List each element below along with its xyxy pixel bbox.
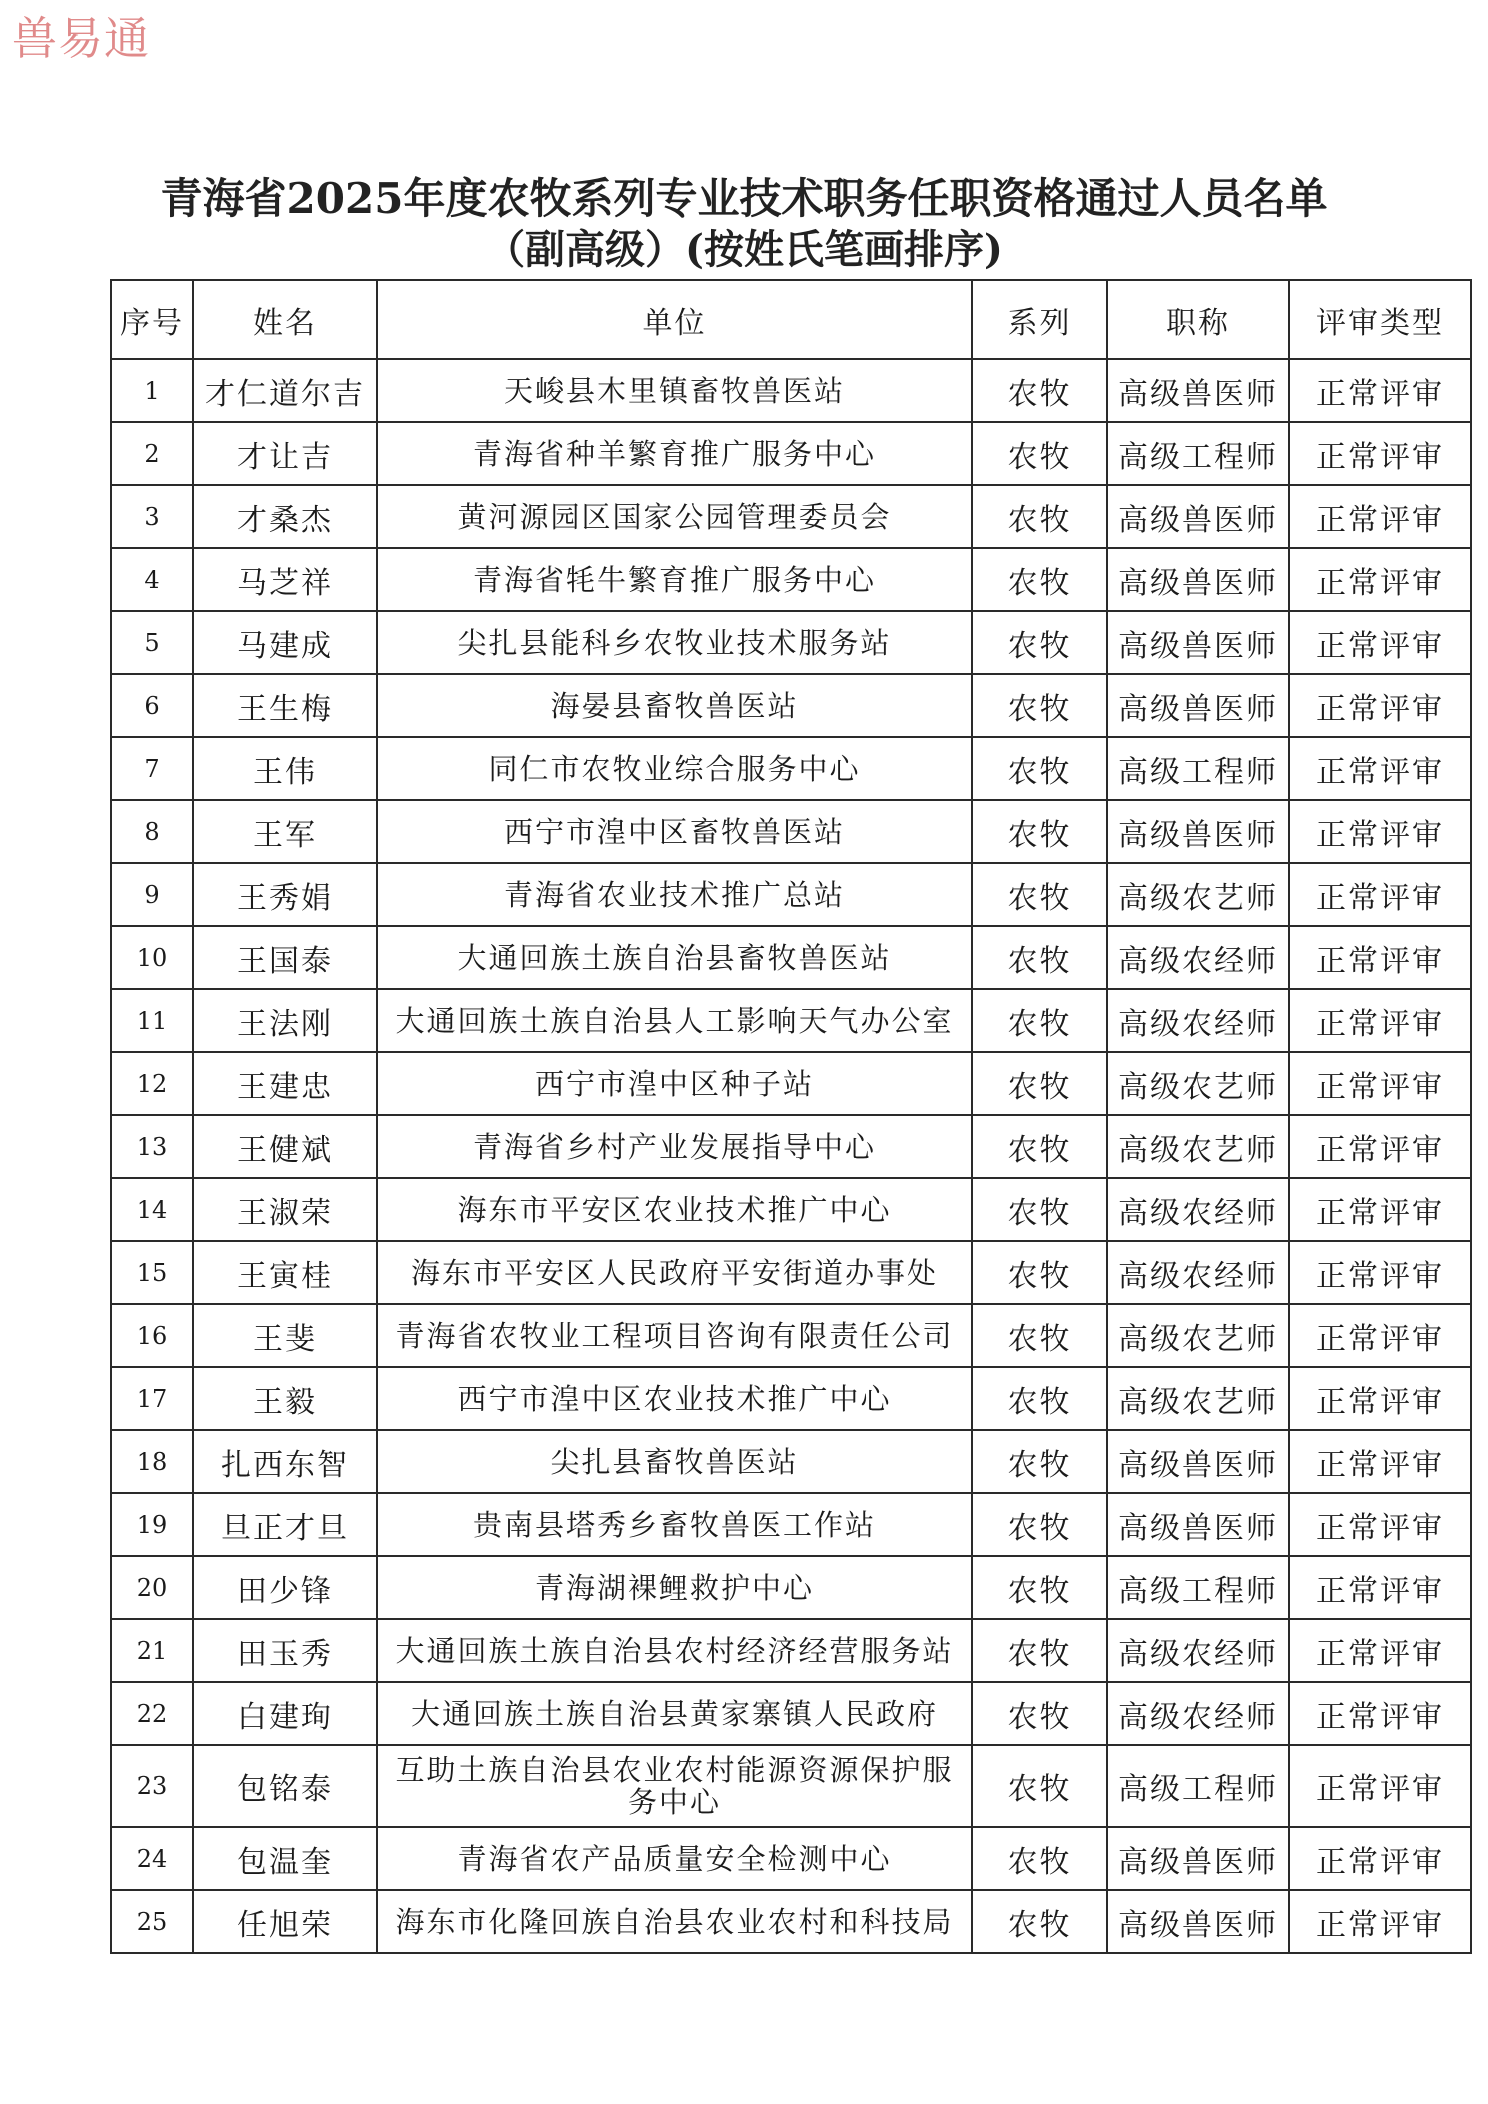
cell-series: 农牧 (972, 926, 1107, 989)
table-row (111, 1890, 1471, 1953)
cell-series: 农牧 (972, 422, 1107, 485)
cell-title: 高级农经师 (1107, 926, 1289, 989)
watermark-logo-text: 兽易通 (12, 12, 151, 65)
cell-unit: 黄河源园区国家公园管理委员会 (377, 485, 972, 548)
cell-unit: 大通回族土族自治县农村经济经营服务站 (377, 1619, 972, 1682)
cell-review-type: 正常评审 (1289, 737, 1471, 800)
cell-review-type: 正常评审 (1289, 1827, 1471, 1890)
cell-seq: 19 (111, 1493, 193, 1556)
cell-unit: 青海湖裸鲤救护中心 (377, 1556, 972, 1619)
cell-unit: 海东市平安区人民政府平安街道办事处 (377, 1241, 972, 1304)
cell-unit: 大通回族土族自治县黄家寨镇人民政府 (377, 1682, 972, 1745)
cell-unit: 同仁市农牧业综合服务中心 (377, 737, 972, 800)
cell-title: 高级农艺师 (1107, 1304, 1289, 1367)
cell-title: 高级兽医师 (1107, 611, 1289, 674)
cell-name: 王寅桂 (193, 1241, 377, 1304)
cell-series: 农牧 (972, 863, 1107, 926)
cell-unit: 尖扎县能科乡农牧业技术服务站 (377, 611, 972, 674)
table-row (111, 1493, 1471, 1556)
cell-name: 王军 (193, 800, 377, 863)
cell-series: 农牧 (972, 1178, 1107, 1241)
cell-seq: 11 (111, 989, 193, 1052)
cell-unit: 海东市化隆回族自治县农业农村和科技局 (377, 1890, 972, 1953)
cell-title: 高级农经师 (1107, 1682, 1289, 1745)
cell-review-type: 正常评审 (1289, 1241, 1471, 1304)
table-row (111, 1745, 1471, 1827)
cell-seq: 21 (111, 1619, 193, 1682)
cell-seq: 15 (111, 1241, 193, 1304)
cell-review-type: 正常评审 (1289, 800, 1471, 863)
cell-review-type: 正常评审 (1289, 1430, 1471, 1493)
header-title: 职称 (1107, 280, 1289, 359)
cell-unit: 天峻县木里镇畜牧兽医站 (377, 359, 972, 422)
cell-series: 农牧 (972, 1430, 1107, 1493)
cell-title: 高级农经师 (1107, 1619, 1289, 1682)
cell-review-type: 正常评审 (1289, 1178, 1471, 1241)
cell-review-type: 正常评审 (1289, 1052, 1471, 1115)
cell-unit: 海晏县畜牧兽医站 (377, 674, 972, 737)
cell-seq: 8 (111, 800, 193, 863)
table-row (111, 611, 1471, 674)
cell-series: 农牧 (972, 1827, 1107, 1890)
cell-seq: 9 (111, 863, 193, 926)
cell-unit: 青海省乡村产业发展指导中心 (377, 1115, 972, 1178)
cell-title: 高级工程师 (1107, 1556, 1289, 1619)
cell-review-type: 正常评审 (1289, 1493, 1471, 1556)
cell-series: 农牧 (972, 1115, 1107, 1178)
cell-title: 高级农艺师 (1107, 1115, 1289, 1178)
cell-series: 农牧 (972, 359, 1107, 422)
cell-series: 农牧 (972, 1890, 1107, 1953)
cell-seq: 14 (111, 1178, 193, 1241)
cell-review-type: 正常评审 (1289, 485, 1471, 548)
cell-seq: 5 (111, 611, 193, 674)
cell-seq: 24 (111, 1827, 193, 1890)
cell-title: 高级农经师 (1107, 1178, 1289, 1241)
table-row (111, 1115, 1471, 1178)
cell-title: 高级兽医师 (1107, 1493, 1289, 1556)
cell-name: 才桑杰 (193, 485, 377, 548)
cell-unit: 大通回族土族自治县人工影响天气办公室 (377, 989, 972, 1052)
cell-title: 高级兽医师 (1107, 674, 1289, 737)
cell-name: 王伟 (193, 737, 377, 800)
cell-title: 高级兽医师 (1107, 485, 1289, 548)
cell-unit: 西宁市湟中区畜牧兽医站 (377, 800, 972, 863)
cell-name: 王秀娟 (193, 863, 377, 926)
cell-review-type: 正常评审 (1289, 1619, 1471, 1682)
cell-name: 马芝祥 (193, 548, 377, 611)
cell-name: 马建成 (193, 611, 377, 674)
cell-title: 高级兽医师 (1107, 359, 1289, 422)
cell-title: 高级兽医师 (1107, 1890, 1289, 1953)
header-seq: 序号 (111, 280, 193, 359)
cell-seq: 18 (111, 1430, 193, 1493)
cell-seq: 10 (111, 926, 193, 989)
cell-series: 农牧 (972, 1619, 1107, 1682)
table-row (111, 1052, 1471, 1115)
cell-unit: 青海省农业技术推广总站 (377, 863, 972, 926)
table-row (111, 674, 1471, 737)
cell-unit: 贵南县塔秀乡畜牧兽医工作站 (377, 1493, 972, 1556)
table-row (111, 359, 1471, 422)
cell-unit: 青海省农牧业工程项目咨询有限责任公司 (377, 1304, 972, 1367)
table-row (111, 422, 1471, 485)
table-row (111, 1304, 1471, 1367)
cell-seq: 13 (111, 1115, 193, 1178)
cell-title: 高级农艺师 (1107, 1052, 1289, 1115)
cell-name: 任旭荣 (193, 1890, 377, 1953)
cell-series: 农牧 (972, 737, 1107, 800)
cell-name: 田玉秀 (193, 1619, 377, 1682)
cell-series: 农牧 (972, 1367, 1107, 1430)
cell-series: 农牧 (972, 1745, 1107, 1827)
cell-review-type: 正常评审 (1289, 359, 1471, 422)
table-row (111, 989, 1471, 1052)
cell-title: 高级农艺师 (1107, 863, 1289, 926)
table-row (111, 926, 1471, 989)
cell-series: 农牧 (972, 1052, 1107, 1115)
table-row (111, 1827, 1471, 1890)
cell-review-type: 正常评审 (1289, 1682, 1471, 1745)
cell-name: 王国泰 (193, 926, 377, 989)
table-row (111, 1556, 1471, 1619)
cell-unit: 尖扎县畜牧兽医站 (377, 1430, 972, 1493)
cell-review-type: 正常评审 (1289, 1745, 1471, 1827)
cell-seq: 2 (111, 422, 193, 485)
cell-title: 高级兽医师 (1107, 548, 1289, 611)
cell-review-type: 正常评审 (1289, 1890, 1471, 1953)
cell-seq: 12 (111, 1052, 193, 1115)
table-body (111, 359, 1471, 1953)
cell-name: 旦正才旦 (193, 1493, 377, 1556)
header-unit: 单位 (377, 280, 972, 359)
cell-series: 农牧 (972, 1682, 1107, 1745)
cell-review-type: 正常评审 (1289, 422, 1471, 485)
cell-title: 高级兽医师 (1107, 800, 1289, 863)
cell-review-type: 正常评审 (1289, 1367, 1471, 1430)
cell-title: 高级工程师 (1107, 1745, 1289, 1827)
cell-seq: 4 (111, 548, 193, 611)
cell-title: 高级兽医师 (1107, 1827, 1289, 1890)
table-row (111, 548, 1471, 611)
cell-seq: 3 (111, 485, 193, 548)
cell-review-type: 正常评审 (1289, 1115, 1471, 1178)
cell-unit: 青海省牦牛繁育推广服务中心 (377, 548, 972, 611)
cell-unit: 青海省种羊繁育推广服务中心 (377, 422, 972, 485)
cell-series: 农牧 (972, 611, 1107, 674)
cell-unit: 互助土族自治县农业农村能源资源保护服务中心 (377, 1745, 972, 1827)
table-header-row (111, 280, 1471, 359)
cell-series: 农牧 (972, 800, 1107, 863)
document-subtitle: （副高级）(按姓氏笔画排序) (485, 226, 1003, 273)
table-row (111, 485, 1471, 548)
table-row (111, 800, 1471, 863)
cell-title: 高级兽医师 (1107, 1430, 1289, 1493)
cell-name: 包铭泰 (193, 1745, 377, 1827)
table-row (111, 1367, 1471, 1430)
table-row (111, 1241, 1471, 1304)
cell-title: 高级工程师 (1107, 737, 1289, 800)
header-review-type: 评审类型 (1289, 280, 1471, 359)
table-row (111, 1682, 1471, 1745)
cell-title: 高级农经师 (1107, 1241, 1289, 1304)
cell-name: 王建忠 (193, 1052, 377, 1115)
cell-seq: 6 (111, 674, 193, 737)
cell-review-type: 正常评审 (1289, 989, 1471, 1052)
cell-name: 王法刚 (193, 989, 377, 1052)
cell-name: 王毅 (193, 1367, 377, 1430)
cell-seq: 22 (111, 1682, 193, 1745)
cell-unit: 大通回族土族自治县畜牧兽医站 (377, 926, 972, 989)
cell-series: 农牧 (972, 1304, 1107, 1367)
cell-review-type: 正常评审 (1289, 674, 1471, 737)
cell-name: 王健斌 (193, 1115, 377, 1178)
cell-unit: 青海省农产品质量安全检测中心 (377, 1827, 972, 1890)
cell-name: 包温奎 (193, 1827, 377, 1890)
cell-unit: 海东市平安区农业技术推广中心 (377, 1178, 972, 1241)
cell-series: 农牧 (972, 548, 1107, 611)
table-row (111, 1430, 1471, 1493)
cell-seq: 23 (111, 1745, 193, 1827)
personnel-table (110, 279, 1472, 1954)
cell-series: 农牧 (972, 1241, 1107, 1304)
cell-seq: 7 (111, 737, 193, 800)
document-title: 青海省2025年度农牧系列专业技术职务任职资格通过人员名单 (160, 174, 1328, 223)
cell-name: 扎西东智 (193, 1430, 377, 1493)
header-name: 姓名 (193, 280, 377, 359)
table-row (111, 1178, 1471, 1241)
cell-series: 农牧 (972, 485, 1107, 548)
cell-seq: 17 (111, 1367, 193, 1430)
cell-name: 才让吉 (193, 422, 377, 485)
table-row (111, 1619, 1471, 1682)
cell-review-type: 正常评审 (1289, 548, 1471, 611)
cell-seq: 16 (111, 1304, 193, 1367)
cell-review-type: 正常评审 (1289, 611, 1471, 674)
cell-series: 农牧 (972, 674, 1107, 737)
header-series: 系列 (972, 280, 1107, 359)
cell-unit: 西宁市湟中区农业技术推广中心 (377, 1367, 972, 1430)
cell-seq: 25 (111, 1890, 193, 1953)
cell-name: 王斐 (193, 1304, 377, 1367)
table-row (111, 737, 1471, 800)
cell-title: 高级工程师 (1107, 422, 1289, 485)
cell-series: 农牧 (972, 989, 1107, 1052)
cell-seq: 1 (111, 359, 193, 422)
cell-series: 农牧 (972, 1556, 1107, 1619)
cell-review-type: 正常评审 (1289, 926, 1471, 989)
cell-name: 白建珣 (193, 1682, 377, 1745)
table-row (111, 863, 1471, 926)
cell-title: 高级农艺师 (1107, 1367, 1289, 1430)
cell-unit: 西宁市湟中区种子站 (377, 1052, 972, 1115)
cell-name: 才仁道尔吉 (193, 359, 377, 422)
cell-review-type: 正常评审 (1289, 863, 1471, 926)
cell-review-type: 正常评审 (1289, 1304, 1471, 1367)
cell-title: 高级农经师 (1107, 989, 1289, 1052)
cell-review-type: 正常评审 (1289, 1556, 1471, 1619)
cell-series: 农牧 (972, 1493, 1107, 1556)
cell-seq: 20 (111, 1556, 193, 1619)
cell-name: 田少锋 (193, 1556, 377, 1619)
cell-name: 王淑荣 (193, 1178, 377, 1241)
cell-name: 王生梅 (193, 674, 377, 737)
